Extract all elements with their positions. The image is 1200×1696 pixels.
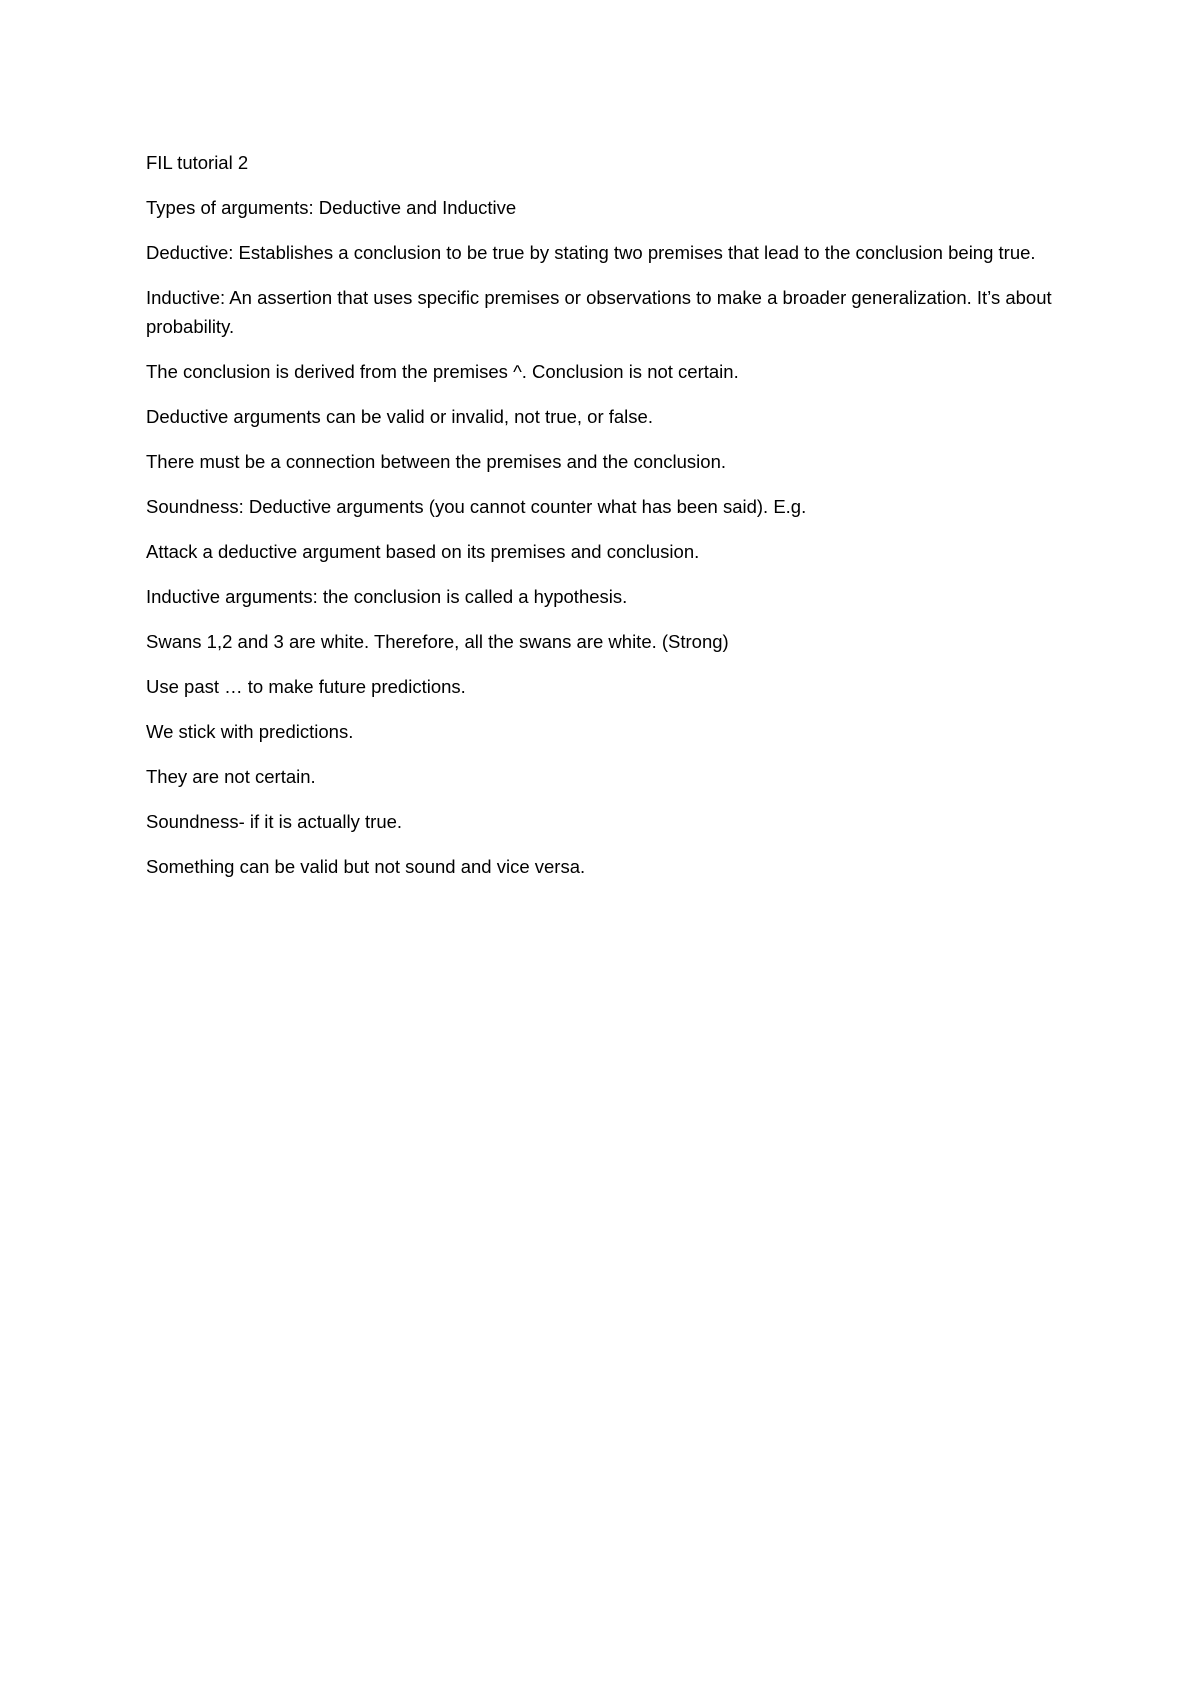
- paragraph: Use past … to make future predictions.: [146, 676, 466, 697]
- paragraph: We stick with predictions.: [146, 721, 354, 742]
- paragraph: Inductive arguments: the conclusion is called a hypothesis.: [146, 586, 628, 607]
- paragraph: Inductive: An assertion that uses specific premises or observations to make a broader generalization. It’s about probability.: [146, 287, 1052, 337]
- paragraph: Soundness- if it is actually true.: [146, 811, 403, 832]
- paragraph: Attack a deductive argument based on its premises and conclusion.: [146, 541, 700, 562]
- paragraph: Soundness: Deductive arguments (you cannot counter what has been said). E.g.: [146, 496, 807, 517]
- paragraph: Swans 1,2 and 3 are white. Therefore, all the swans are white. (Strong): [146, 631, 729, 652]
- paragraph: The conclusion is derived from the premises ^. Conclusion is not certain.: [146, 361, 739, 382]
- document-body: [146, 148, 1066, 897]
- paragraph: Deductive arguments can be valid or invalid, not true, or false.: [146, 406, 653, 427]
- paragraph: They are not certain.: [146, 766, 316, 787]
- paragraph: Something can be valid but not sound and vice versa.: [146, 856, 586, 877]
- document-title: FIL tutorial 2: [146, 152, 249, 173]
- paragraph: There must be a connection between the premises and the conclusion.: [146, 451, 727, 472]
- paragraph: Types of arguments: Deductive and Inductive: [146, 197, 517, 218]
- paragraph: Deductive: Establishes a conclusion to be true by stating two premises that lead to the conclusion being true.: [146, 242, 1036, 263]
